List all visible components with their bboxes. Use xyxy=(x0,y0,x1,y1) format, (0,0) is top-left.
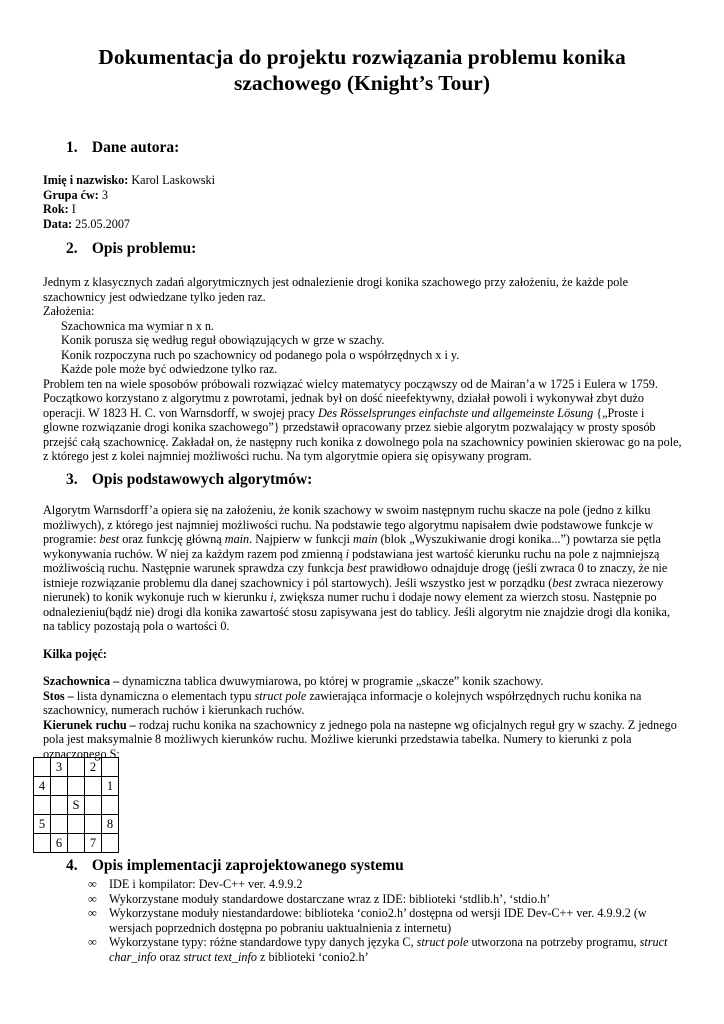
bullet-icon: ∞ xyxy=(88,906,97,920)
concepts-list xyxy=(43,674,683,761)
field-label: Grupa ćw: xyxy=(43,187,99,202)
list-item-text: z biblioteki ‘conio2.h’ xyxy=(259,949,369,964)
grid-cell: S xyxy=(68,796,85,815)
grid-cell xyxy=(85,777,102,796)
bullet-icon: ∞ xyxy=(88,877,97,891)
paragraph-text: zwraca niezerowy nierunek) to konik wykonuje ruch w kierunku xyxy=(43,575,664,604)
concept-text: dynamiczna tablica dwuwymiarowa, po której w programie „skacze” konik szachowy. xyxy=(122,674,544,688)
grid-cell: 7 xyxy=(85,834,102,853)
code-term: i xyxy=(345,546,350,561)
concept-text: lista dynamiczna o elementach typu xyxy=(76,688,252,703)
document-title: Dokumentacja do projektu rozwiązania problemu konika szachowego (Knight’s Tour) xyxy=(98,45,626,95)
assumption-text: Szachownica ma wymiar n x n. xyxy=(61,318,214,333)
grid-cell xyxy=(34,796,51,815)
problem-intro: Jednym z klasycznych zadań algorytmicznych jest odnalezienie drogi konika szachowego przy założeniu, że każde pole szachownicy jest odwiedzane tylko jeden raz. xyxy=(43,275,629,304)
paragraph-text: prawidłowo odnajduje drogę (jeśli zwraca 0 to znaczy, że nie istnieje rozwiązanie problemu dla danej szachownicy i pól startowych). Jeśli wszystko jest w porządku ( xyxy=(43,561,668,590)
code-term: best xyxy=(99,532,120,546)
section-2-heading xyxy=(66,240,196,258)
concept-text: rodzaj ruchu konika na szachownicy z jednego pola na nastepne wg oficjalnych reguł gry w szachy. Z jednego pola jest maksymalnie 8 możliwych kierunków ruchu. Możliwe kierunki przedstawia tabelka. Numery to kierunki z pola oznaczonego S: xyxy=(43,717,677,761)
code-term: main xyxy=(353,532,378,546)
grid-cell: 4 xyxy=(34,777,51,796)
section-title: Opis implementacji zaprojektowanego systemu xyxy=(91,857,404,874)
list-item xyxy=(88,877,688,892)
paragraph-text: Algorytm Warnsdorff’a opiera się na założeniu, że konik szachowy w swoim następnym ruchu skacze na pole (jedno z kilku możliwych), z którego jest najmniej możliwości ruchu. Na podstawie tego algorytmu napisałem dwie podstawowe funkcje w programie: xyxy=(43,503,654,546)
field-value: 3 xyxy=(101,187,108,202)
grid-cell xyxy=(34,834,51,853)
section-number: 2. xyxy=(66,240,78,257)
code-term: i xyxy=(270,590,274,604)
paragraph-text: , zwiększa numer ruchu i dodaje nowy element za wierzch stosu. Następnie po odnalezieniu(bądź nie) drogi dla konika zawartość stosu zapisywana jest do tablicy. Jeśli algorytm nie znajdzie drogi dla konika, na tablicy pozostają pola o wartości 0. xyxy=(43,590,671,633)
concept-board xyxy=(43,674,683,689)
grid-row xyxy=(34,815,119,834)
section-number: 4. xyxy=(66,857,78,874)
concept-text: zawierająca informacje o kolejnych współrzędnych ruchu konika na szachownicy, numerach ruchów i kierunkach ruchów. xyxy=(43,688,642,717)
grid-row xyxy=(34,758,119,777)
date-row xyxy=(43,217,683,232)
algorithm-paragraph xyxy=(43,503,683,634)
assumption-item xyxy=(43,348,683,363)
grid-cell xyxy=(68,758,85,777)
list-item-text: Wykorzystane typy: różne standardowe typy danych języka C, xyxy=(109,935,414,949)
list-item-text: oraz xyxy=(159,949,181,964)
list-item-text: IDE i kompilator: Dev-C++ ver. 4.9.9.2 xyxy=(109,877,303,891)
knight-direction-table xyxy=(33,757,119,853)
grid-cell: 2 xyxy=(85,758,102,777)
field-value: Karol Laskowski xyxy=(131,173,215,187)
grid-cell: 5 xyxy=(34,815,51,834)
concepts-heading: Kilka pojęć: xyxy=(43,647,107,661)
assumption-item xyxy=(43,333,683,348)
assumption-text: Konik porusza się według reguł obowiązujących w grze w szachy. xyxy=(61,333,385,347)
code-term: struct pole xyxy=(254,688,307,703)
grid-cell xyxy=(102,834,119,853)
grid-cell xyxy=(51,815,68,834)
bullet-icon: ∞ xyxy=(88,935,97,949)
field-label: Rok: xyxy=(43,202,69,216)
assumptions-label: Założenia: xyxy=(43,304,95,318)
grid-cell xyxy=(51,796,68,815)
grid-cell xyxy=(85,815,102,834)
paragraph-text: (blok „Wyszukiwanie drogi konika...”) powtarza sie pętla wykonywania ruchów. W niej za każdym razem pod zmienną xyxy=(43,532,661,561)
list-item-text: Wykorzystane moduły standardowe dostarczane wraz z IDE: biblioteki ‘stdlib.h’, ‘stdio.h’ xyxy=(109,891,551,906)
author-details xyxy=(43,173,683,231)
section-title: Opis podstawowych algorytmów: xyxy=(91,471,313,488)
grid-cell xyxy=(85,796,102,815)
history-text: {„Proste i glowne rozwiązanie drogi konika szachowego”} przedstawił opracowany przez siebie algorytm pozwalający w prosty sposób przejść całą szachownicę. Zakładał on, że następny ruch konika z dowolnego pola na szachownicy powinien skierowac go na pole, z którego jest z kolei najmniej możliwości ruchu. Na tym algorytmie opiera się opisywany program. xyxy=(43,405,682,463)
concept-stack xyxy=(43,689,683,718)
implementation-list xyxy=(88,877,688,964)
bullet-icon: ∞ xyxy=(88,891,97,906)
algorithm-description xyxy=(43,503,683,634)
history-text: Problem ten na wiele sposobów próbowali rozwiązać wielcy matematycy począwszy od de Mairan’a w 1725 i Eulera w 1759. Początkowo korzystano z algorytmu z powrotami, jednak był on dość nieefektywny, działał powoli i wykonywał zbyt dużo operacji. W 1823 H. C. von Warnsdorff, w swojej pracy xyxy=(43,376,658,420)
grid-cell: 3 xyxy=(51,758,68,777)
section-title: Opis problemu: xyxy=(91,240,197,257)
section-number: 1. xyxy=(66,139,78,156)
code-term: main xyxy=(224,532,250,546)
author-name-row xyxy=(43,173,683,188)
grid-cell xyxy=(34,758,51,777)
list-item-text: Wykorzystane moduły niestandardowe: biblioteka ‘conio2.h’ dostępna od wersji IDE Dev-C++ ver. 4.9.9.2 (w wersjach poprzednich dostępna po pobraniu uaktualnienia z internetu) xyxy=(109,906,647,935)
field-value: 25.05.2007 xyxy=(75,216,130,231)
code-term: best xyxy=(346,561,367,575)
section-3-heading xyxy=(66,471,312,489)
book-title: Des Rösselsprunges einfachste und allgemeinste Lösung xyxy=(318,405,594,420)
grid-cell xyxy=(68,834,85,853)
list-item xyxy=(88,892,688,907)
code-term: best xyxy=(552,575,572,590)
section-title: Dane autora: xyxy=(91,139,180,156)
section-4-heading xyxy=(66,857,404,875)
field-label: Data: xyxy=(43,216,73,231)
paragraph-text: oraz funkcję główną xyxy=(122,532,222,546)
grid-cell: 6 xyxy=(51,834,68,853)
grid-cell xyxy=(68,815,85,834)
assumption-item xyxy=(43,362,683,377)
group-row xyxy=(43,188,683,203)
section-number: 3. xyxy=(66,471,78,488)
history-paragraph xyxy=(43,377,683,464)
year-row xyxy=(43,202,683,217)
grid-cell xyxy=(102,796,119,815)
paragraph-text: . Najpierw w funkcji xyxy=(249,532,350,546)
grid-row xyxy=(34,777,119,796)
assumption-text: Każde pole może być odwiedzone tylko raz. xyxy=(61,362,278,376)
grid-row xyxy=(34,834,119,853)
paragraph-text: podstawiana jest wartość kierunku ruchu na pole z najmniejszą możliwością ruchu. Następnie warunek sprawdza czy funkcja xyxy=(43,546,660,575)
concept-term: Kierunek ruchu – xyxy=(43,717,136,732)
grid-cell xyxy=(102,758,119,777)
grid-row xyxy=(34,796,119,815)
concept-direction xyxy=(43,718,683,762)
assumption-text: Konik rozpoczyna ruch po szachownicy od podanego pola o współrzędnych x i y. xyxy=(61,347,460,362)
concept-term: Szachownica – xyxy=(43,674,120,688)
grid-cell xyxy=(51,777,68,796)
grid-cell xyxy=(68,777,85,796)
grid-cell: 8 xyxy=(102,815,119,834)
code-term: struct pole xyxy=(416,935,469,949)
grid-cell: 1 xyxy=(102,777,119,796)
code-term: struct char_info xyxy=(109,935,668,964)
code-term: struct text_info xyxy=(183,949,257,964)
section-1-heading xyxy=(66,139,179,157)
problem-description xyxy=(43,275,683,464)
assumption-item xyxy=(43,319,683,334)
list-item xyxy=(88,906,688,935)
list-item-text: utworzona na potrzeby programu, xyxy=(471,935,637,949)
concept-term: Stos – xyxy=(43,688,74,703)
field-value: I xyxy=(71,202,76,216)
field-label: Imię i nazwisko: xyxy=(43,173,129,187)
list-item xyxy=(88,935,688,964)
